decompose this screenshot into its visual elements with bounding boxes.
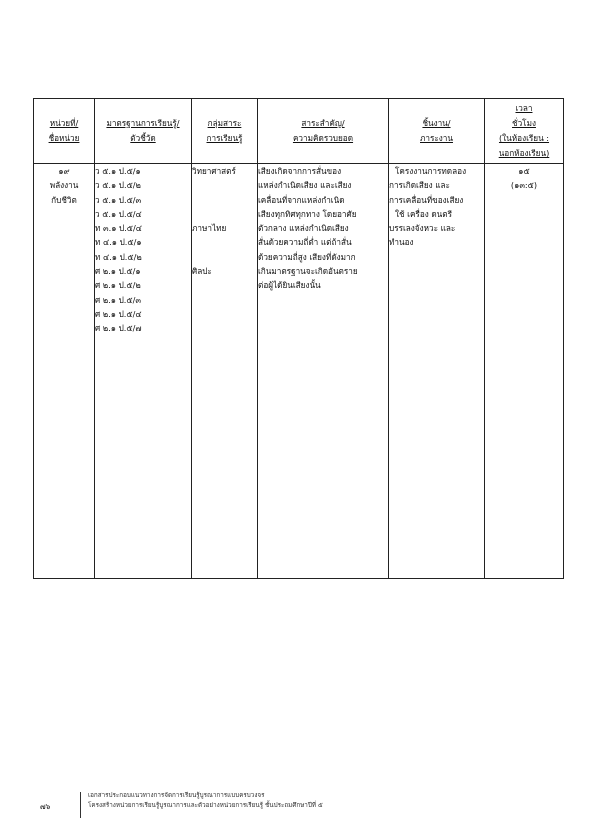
page-number: ๗๖	[40, 802, 51, 811]
concept-line: แหล่งกำเนิดเสียง และเสียง	[258, 180, 352, 191]
concept-line: เสียงทุกทิศทุกทาง โดยอาศัย	[258, 208, 357, 219]
table-row	[34, 164, 564, 579]
header-subject-line: กลุ่มสาระ	[207, 118, 242, 128]
header-concept-line: สาระสำคัญ/	[301, 118, 345, 128]
concept-line: ตัวกลาง แหล่งกำเนิดเสียง	[258, 223, 349, 234]
unit-name-line: กับชีวิต	[51, 194, 77, 205]
standard-item: ว ๕.๑ ป.๕/๓	[95, 194, 142, 205]
task-line: การเกิดเสียง และ	[389, 180, 450, 191]
subject-art: ศิลปะ	[192, 266, 212, 277]
standard-item: ว ๕.๑ ป.๕/๔	[95, 208, 142, 219]
header-unit-line: หน่วยที่/	[49, 118, 79, 128]
header-time-line: นอกห้องเรียน)	[498, 148, 550, 158]
header-time-line: (ในห้องเรียน :	[498, 133, 550, 143]
cell-unit	[34, 164, 95, 579]
standard-item: ว ๕.๑ ป.๕/๑	[95, 166, 141, 176]
standard-item: ท ๔.๑ ป.๕/๑	[95, 237, 142, 248]
concept-line: เกินมาตรฐานจะเกิดอันตราย	[258, 266, 358, 277]
task-line: บรรเลงจังหวะ และ	[389, 223, 456, 234]
curriculum-table	[33, 98, 564, 579]
standard-item: ศ ๒.๑ ป.๕/๑	[95, 266, 141, 277]
concept-line: ต่อผู้ได้ยินเสียงนั้น	[258, 280, 321, 291]
standard-item: ท ๔.๑ ป.๕/๒	[95, 251, 142, 262]
standard-item: ท ๓.๑ ป.๕/๔	[95, 223, 142, 234]
task-line: การเคลื่อนที่ของเสียง	[389, 194, 464, 205]
concept-line: ด้วยความถี่สูง เสียงที่ดังมาก	[258, 251, 356, 262]
cell-standards	[95, 164, 192, 579]
header-concept-line: ความคิดรวบยอด	[292, 133, 354, 143]
time-split: (๑๓:๕)	[510, 180, 538, 191]
time-hours: ๑๕	[518, 166, 530, 176]
header-standards	[95, 99, 192, 164]
footer-divider	[80, 792, 81, 818]
footer-text	[88, 791, 323, 811]
footer-line: โครงสร้างหน่วยการเรียนรู้บูรณาการและตัวอย่างหน่วยการเรียนรู้ ชั้นประถมศึกษาปีที่ ๕	[88, 802, 323, 809]
cell-time	[485, 164, 564, 579]
standard-item: ว ๕.๑ ป.๕/๒	[95, 180, 141, 191]
header-subject-line: การเรียนรู้	[206, 133, 243, 143]
cell-task	[389, 164, 485, 579]
concept-line: เคลื่อนที่จากแหล่งกำเนิด	[258, 194, 345, 205]
task-line: ทำนอง	[389, 237, 414, 248]
cell-subject	[192, 164, 258, 579]
cell-concept	[258, 164, 389, 579]
standard-item: ศ ๒.๑ ป.๕/๔	[95, 308, 142, 319]
concept-line: สั่นด้วยความถี่ต่ำ แต่ถ้าสั่น	[258, 237, 352, 248]
header-time-line: เวลา	[515, 103, 533, 113]
header-task-line: ชิ้นงาน/	[422, 118, 451, 128]
header-task	[389, 99, 485, 164]
header-time-line: ชั่วโมง	[512, 118, 536, 128]
standard-item: ศ ๒.๑ ป.๕/๓	[95, 294, 141, 305]
subject-science: วิทยาศาสตร์	[192, 166, 236, 176]
header-time	[485, 99, 564, 164]
header-standards-line: มาตรฐานการเรียนรู้/	[106, 118, 180, 128]
task-line: โครงงานการทดลอง	[395, 166, 467, 176]
header-standards-line: ตัวชี้วัด	[130, 133, 156, 143]
footer-line: เอกสารประกอบแนวทางการจัดการเรียนรู้บูรณาการแบบครบวงจร	[88, 792, 265, 799]
header-unit-line: ชื่อหน่วย	[48, 133, 80, 143]
standard-item: ศ ๒.๑ ป.๕/๒	[95, 280, 141, 291]
page-footer	[40, 790, 560, 820]
header-concept	[258, 99, 389, 164]
standard-item: ศ ๒.๑ ป.๕/๗	[95, 323, 142, 334]
header-subject	[192, 99, 258, 164]
unit-name-line: พลังงาน	[49, 180, 79, 191]
header-task-line: ภาระงาน	[420, 133, 453, 143]
task-line: ใช้ เครื่อง ดนตรี	[395, 208, 452, 219]
subject-thai: ภาษาไทย	[192, 223, 227, 234]
unit-number: ๑๙	[58, 166, 70, 176]
concept-line: เสียงเกิดจากการสั่นของ	[258, 166, 342, 176]
header-unit	[34, 99, 95, 164]
